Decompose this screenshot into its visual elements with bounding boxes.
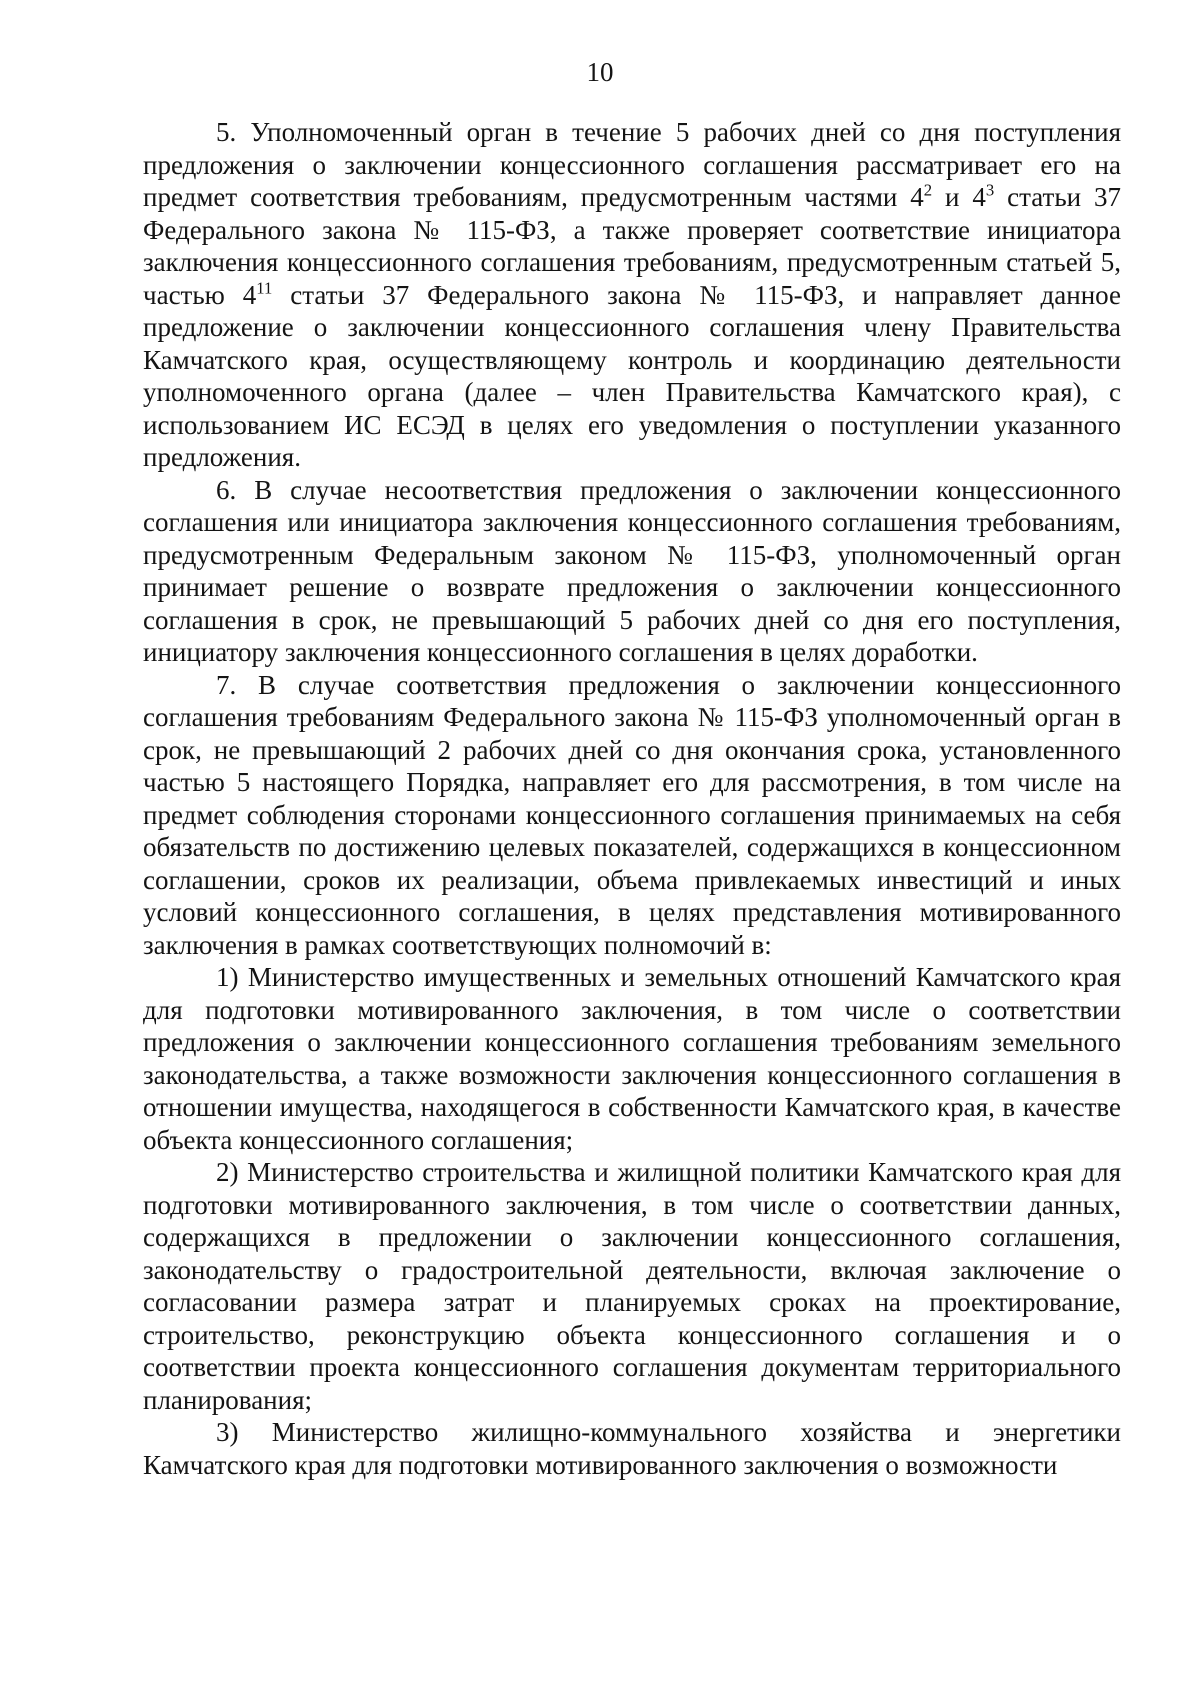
list-item-3: 3) Министерство жилищно-коммунального хозяйства и энергетики Камчатского края для подготовки мотивированного заключения о возможности bbox=[143, 1417, 1121, 1480]
paragraph-5 bbox=[143, 116, 1121, 474]
paragraph-7: 7. В случае соответствия предложения о заключении концессионного соглашения требованиям Федерального закона № 115-ФЗ уполномоченный орган в срок, не превышающий 2 рабочих дней со дня окончания срока, установленного частью 5 настоящего Порядка, направляет его для рассмотрения, в том числе на предмет соблюдения сторонами концессионного соглашения принимаемых на себя обязательств по достижению целевых показателей, содержащихся в концессионном соглашении, сроков их реализации, объема привлекаемых инвестиций и иных условий концессионного соглашения, в целях представления мотивированного заключения в рамках соответствующих полномочий в: bbox=[143, 669, 1121, 960]
document-body bbox=[143, 116, 1121, 1481]
paragraph-5-part-1: 5. Уполномоченный орган в течение 5 рабочих дней со дня поступления предложения о заключении концессионного соглашения рассматривает его на предмет соответствия требованиям, предусмотренным частями 4 bbox=[143, 117, 1121, 212]
paragraph-5-part-3: статьи 37 Федерального закона № 115-ФЗ, а также проверяет соответствие инициатора заключения концессионного соглашения требованиям, предусмотренным статьей 5, частью 4 bbox=[143, 182, 1121, 310]
superscript: 11 bbox=[256, 278, 273, 298]
paragraph-5-part-4: статьи 37 Федерального закона № 115-ФЗ, и направляет данное предложение о заключении концессионного соглашения члену Правительства Камчатского края, осуществляющему контроль и координацию деятельности уполномоченного органа (далее – член Правительства Камчатского края), с использованием ИС ЕСЭД в целях его уведомления о поступлении указанного предложения. bbox=[143, 279, 1121, 472]
superscript: 3 bbox=[985, 180, 995, 200]
paragraph-5-part-2: и 4 bbox=[932, 182, 986, 212]
list-item-2: 2) Министерство строительства и жилищной политики Камчатского края для подготовки мотивированного заключения, в том числе о соответствии данных, содержащихся в предложении о заключении концессионного соглашения, законодательству о градостроительной деятельности, включая заключение о согласовании размера затрат и планируемых сроках на проектирование, строительство, реконструкцию объекта концессионного соглашения и о соответствии проекта концессионного соглашения документам территориального планирования; bbox=[143, 1157, 1121, 1415]
page-number: 10 bbox=[586, 57, 614, 87]
superscript: 2 bbox=[923, 180, 933, 200]
list-item-1: 1) Министерство имущественных и земельных отношений Камчатского края для подготовки мотивированного заключения, в том числе о соответствии предложения о заключении концессионного соглашения требованиям земельного законодательства, а также возможности заключения концессионного соглашения в отношении имущества, находящегося в собственности Камчатского края, в качестве объекта концессионного соглашения; bbox=[143, 962, 1121, 1155]
paragraph-6: 6. В случае несоответствия предложения о заключении концессионного соглашения или инициатора заключения концессионного соглашения требованиям, предусмотренным Федеральным законом № 115-ФЗ, уполномоченный орган принимает решение о возврате предложения о заключении концессионного соглашения в срок, не превышающий 5 рабочих дней со дня его поступления, инициатору заключения концессионного соглашения в целях доработки. bbox=[143, 474, 1121, 667]
